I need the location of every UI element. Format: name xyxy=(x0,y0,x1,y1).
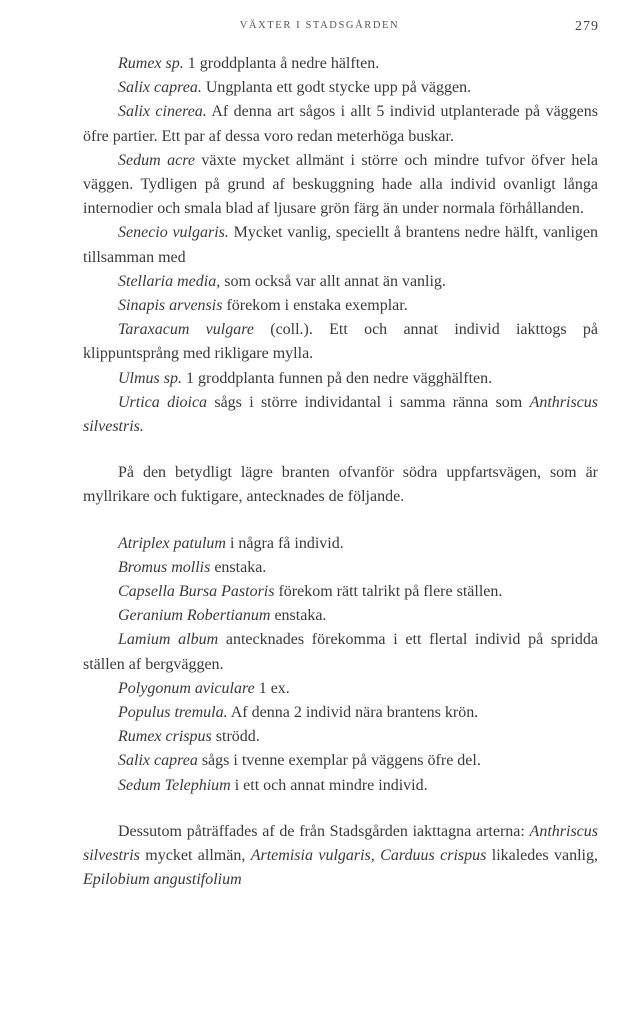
species-name: Capsella Bursa Pastoris xyxy=(118,583,275,601)
paragraph-text: enstaka. xyxy=(270,607,327,625)
species-name: Geranium Robertianum xyxy=(118,607,271,625)
species-name: Senecio vulgaris. xyxy=(118,224,229,242)
species-name: Rumex sp. xyxy=(118,55,184,72)
paragraph xyxy=(83,532,598,556)
paragraph xyxy=(83,725,598,749)
species-name: Urtica dioica xyxy=(118,393,208,411)
paragraph-text: Mycket vanlig, speciellt å brantens nedre hälft, vanligen tillsamman med xyxy=(83,224,598,266)
species-name: Sinapis arvensis xyxy=(118,297,223,315)
species-name: Salix caprea xyxy=(118,752,198,770)
paragraph-text: förekom i enstaka exemplar. xyxy=(222,297,408,315)
paragraph xyxy=(83,221,598,269)
species-name: Anthriscus silvestris xyxy=(83,822,598,865)
species-name: Taraxacum vulgare xyxy=(118,321,254,339)
paragraph xyxy=(83,556,598,580)
paragraph xyxy=(83,294,598,318)
paragraph-text: enstaka. xyxy=(210,558,267,576)
paragraph-text: Af denna art sågos i allt 5 individ utplanterade på väggens öfre partier. Ett par af dessa voro redan meterhöga buskar. xyxy=(83,103,599,145)
paragraph-text: som också var allt annat än vanlig. xyxy=(220,272,446,290)
species-name: Ulmus sp. xyxy=(118,369,183,387)
paragraph xyxy=(83,100,598,148)
species-name: Sedum acre xyxy=(118,151,195,169)
paragraph xyxy=(83,628,598,676)
paragraph-text: Dessutom påträffades af de från Stadsgården iakttagna arterna: xyxy=(118,822,530,840)
paragraph-text: 1 ex. xyxy=(254,679,290,697)
species-name: Salix caprea. xyxy=(118,79,202,97)
paragraph-text: 1 groddplanta funnen på den nedre vägghälften. xyxy=(182,369,493,387)
species-name: Anthriscus silvestris. xyxy=(83,393,599,436)
paragraph-text: 1 groddplanta å nedre hälften. xyxy=(183,55,380,72)
paragraph-text: sågs i större individantal i samma ränna som xyxy=(207,393,530,411)
paragraph xyxy=(83,701,598,725)
paragraph-text: växte mycket allmänt i större och mindre tufvor öfver hela väggen. Tydligen på grund af beskuggning hade alla individ ovanligt långa internodier och smala blad af ljusare grön färg än under normala förhållanden. xyxy=(83,151,599,218)
paragraph xyxy=(83,820,598,893)
paragraph-text: i ett och annat mindre individ. xyxy=(230,776,428,794)
paragraph xyxy=(83,391,598,439)
body-text xyxy=(83,52,598,893)
species-name: Lamium album xyxy=(118,631,219,649)
paragraph xyxy=(83,774,598,798)
species-name: Sedum Telephium xyxy=(118,776,231,794)
paragraph-text: sågs i tvenne exemplar på väggens öfre del. xyxy=(197,752,481,770)
paragraph xyxy=(83,149,598,222)
species-name: Salix cinerea. xyxy=(118,103,207,121)
paragraph-text: På den betydligt lägre branten ofvanför södra uppfartsvägen, som är myllrikare och fuktigare, antecknades de följande. xyxy=(83,464,598,506)
paragraph-text: i några få individ. xyxy=(225,534,344,552)
paragraph xyxy=(83,677,598,701)
species-name: Rumex crispus xyxy=(118,728,212,746)
paragraph-text: antecknades förekomma i ett flertal individ på spridda ställen af bergväggen. xyxy=(83,631,598,673)
paragraph xyxy=(83,52,598,76)
paragraph-text: Af denna 2 individ nära brantens krön. xyxy=(227,704,479,722)
paragraph xyxy=(83,749,598,773)
paragraph-text: strödd. xyxy=(211,728,260,746)
species-name: Artemisia vulgaris, Carduus crispus xyxy=(250,847,487,865)
paragraph-text: likaledes vanlig, xyxy=(486,847,598,865)
paragraph-text: (coll.). Ett och annat individ iakttogs på klippuntsprång med rikligare mylla. xyxy=(83,321,598,363)
page-number: 279 xyxy=(575,19,599,34)
species-name: Atriplex patulum xyxy=(118,534,226,552)
paragraph xyxy=(83,270,598,294)
species-name: Polygonum aviculare xyxy=(118,679,255,697)
paragraph-text: förekom rätt talrikt på flere ställen. xyxy=(274,583,503,601)
paragraph xyxy=(83,367,598,391)
paragraph xyxy=(83,76,598,100)
paragraph xyxy=(83,318,598,366)
species-name: Epilobium angustifolium xyxy=(83,871,242,889)
paragraph-text: Ungplanta ett godt stycke upp på väggen. xyxy=(201,79,472,97)
paragraph xyxy=(83,580,598,604)
species-name: Bromus mollis xyxy=(118,558,211,576)
running-head: VÄXTER I STADSGÅRDEN xyxy=(239,20,400,31)
paragraph xyxy=(83,461,598,509)
paragraph-text: mycket allmän, xyxy=(139,847,251,865)
species-name: Stellaria media, xyxy=(118,272,221,290)
paragraph xyxy=(83,604,598,628)
page-header xyxy=(0,20,639,36)
species-name: Populus tremula. xyxy=(118,704,228,722)
